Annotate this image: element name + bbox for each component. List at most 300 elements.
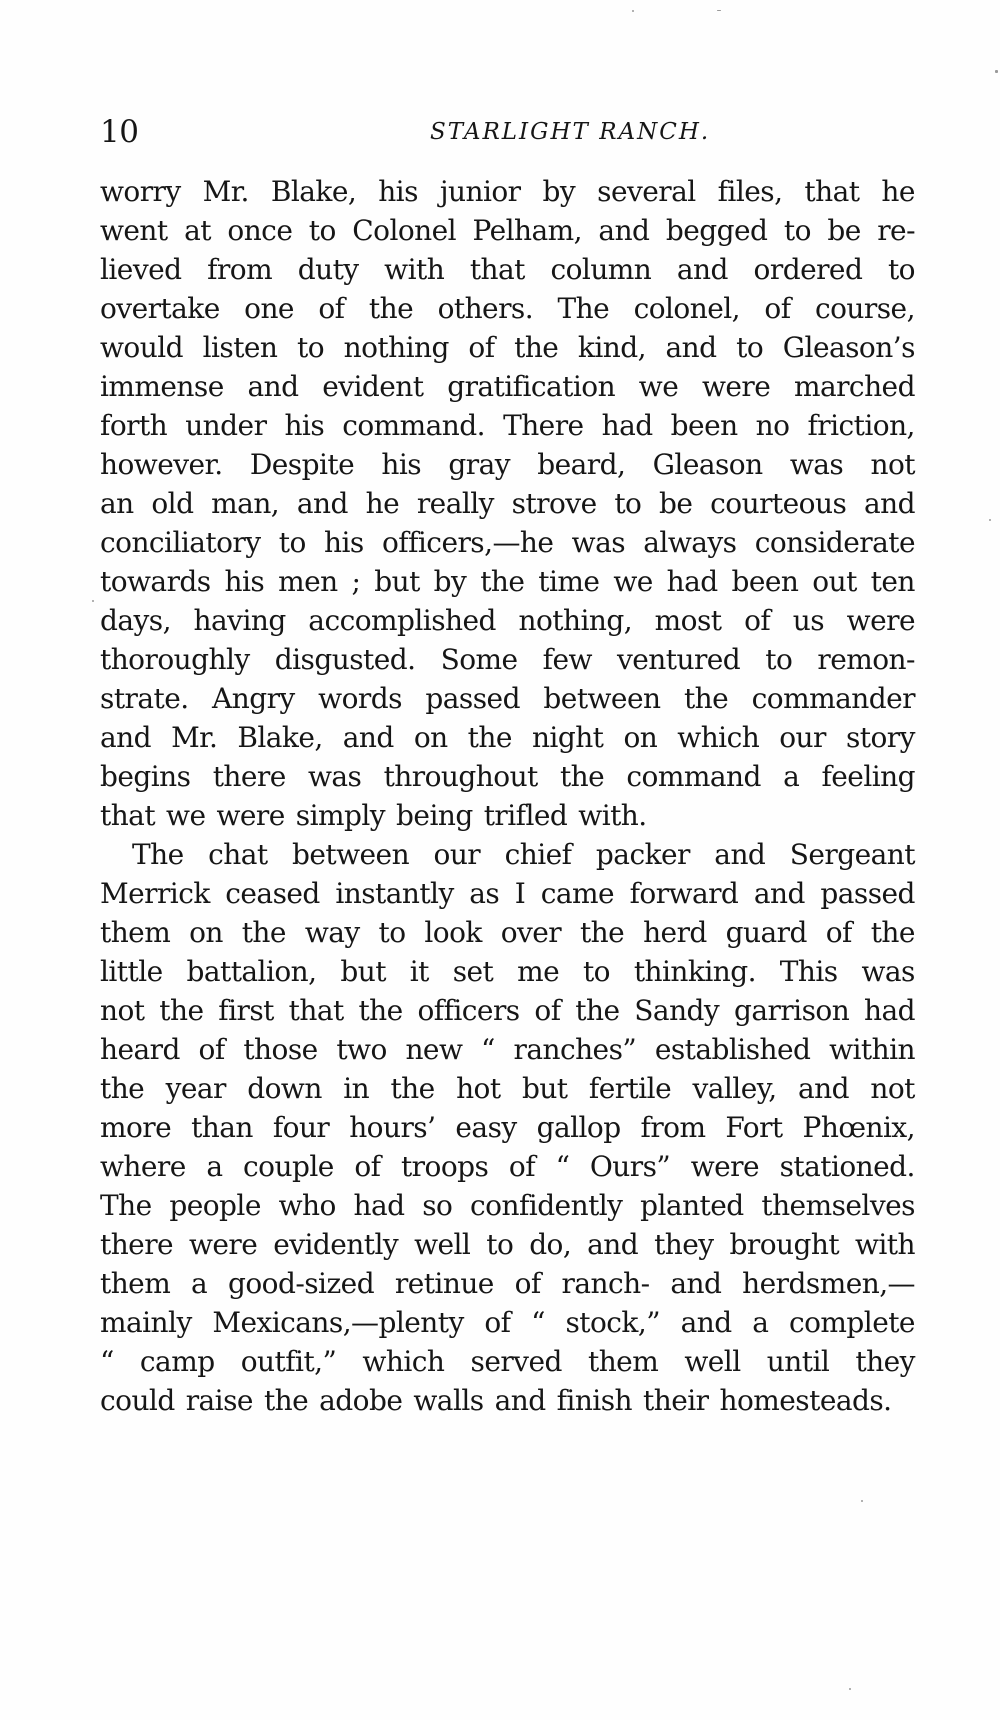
word: but xyxy=(374,565,420,598)
word: the xyxy=(100,1072,145,1105)
word: ranch- xyxy=(561,1267,650,1300)
word: the xyxy=(575,994,620,1027)
word: “ xyxy=(531,1306,545,1339)
word: men xyxy=(278,565,338,598)
text-line xyxy=(100,1108,915,1147)
text-line xyxy=(100,679,915,718)
word: forth xyxy=(100,409,168,442)
word: to xyxy=(783,214,811,247)
text-line xyxy=(100,640,915,679)
word: towards xyxy=(100,565,211,598)
word: Gleason’s xyxy=(782,331,915,364)
word: good-sized xyxy=(227,1267,375,1300)
word: as xyxy=(469,877,500,910)
word: to xyxy=(582,955,610,988)
word: on xyxy=(189,916,223,949)
word: we xyxy=(613,565,653,598)
word: in xyxy=(343,1072,370,1105)
word: the xyxy=(559,760,605,793)
word: ten xyxy=(870,565,915,598)
word: not xyxy=(870,1072,915,1105)
word: served xyxy=(470,1345,562,1378)
word: and xyxy=(247,370,299,403)
word: ordered xyxy=(753,253,863,286)
word: of xyxy=(354,1150,381,1183)
word: the xyxy=(480,565,525,598)
word: fertile xyxy=(588,1072,672,1105)
word: however. xyxy=(100,448,223,481)
word: having xyxy=(193,604,286,637)
word: finish xyxy=(556,1384,633,1417)
word: not xyxy=(100,994,145,1027)
word: beard, xyxy=(537,448,626,481)
running-title: STARLIGHT RANCH. xyxy=(430,119,711,145)
word: between xyxy=(292,838,410,871)
word: immense xyxy=(100,370,224,403)
text-line xyxy=(100,328,915,367)
word: days, xyxy=(100,604,171,637)
word: went xyxy=(100,214,168,247)
word: heard xyxy=(100,1033,180,1066)
word: Angry xyxy=(212,682,295,715)
word: Sandy xyxy=(634,994,720,1027)
word: do, xyxy=(529,1228,572,1261)
text-line xyxy=(100,211,915,250)
text-line xyxy=(100,1186,915,1225)
word: chief xyxy=(504,838,572,871)
word: evidently xyxy=(273,1228,399,1261)
word: the xyxy=(358,994,403,1027)
word: column xyxy=(550,253,652,286)
word: considerate xyxy=(754,526,915,559)
text-line xyxy=(100,1264,915,1303)
word: his xyxy=(324,526,364,559)
word: were xyxy=(690,1150,760,1183)
word: begins xyxy=(100,760,191,793)
word: to xyxy=(887,253,915,286)
word: listen xyxy=(202,331,278,364)
text-line xyxy=(100,367,915,406)
word: story xyxy=(845,721,915,754)
text-line xyxy=(100,172,915,211)
word: forward xyxy=(629,877,739,910)
word: Gleason xyxy=(652,448,763,481)
word: homesteads. xyxy=(719,1384,892,1417)
word: re- xyxy=(877,214,915,247)
page-number: 10 xyxy=(100,114,139,150)
word: the xyxy=(870,916,915,949)
word: to xyxy=(278,526,306,559)
text-line xyxy=(100,406,915,445)
word: no xyxy=(755,409,790,442)
word: had xyxy=(666,565,718,598)
word: command. xyxy=(342,409,486,442)
word: down xyxy=(247,1072,322,1105)
word: old xyxy=(151,487,194,520)
word: to xyxy=(297,331,325,364)
word: hot xyxy=(456,1072,501,1105)
word: themselves xyxy=(761,1189,915,1222)
word: his xyxy=(224,565,265,598)
word: to xyxy=(736,331,764,364)
word: stock,” xyxy=(565,1306,660,1339)
word: and xyxy=(680,1306,732,1339)
word: was xyxy=(307,760,362,793)
word: ranches” xyxy=(513,1033,637,1066)
word: to xyxy=(614,487,642,520)
word: to xyxy=(308,214,336,247)
word: could xyxy=(100,1384,175,1417)
word: brought xyxy=(729,1228,840,1261)
word: duty xyxy=(297,253,359,286)
word: so xyxy=(422,1189,453,1222)
word: “ xyxy=(100,1345,114,1378)
word: and xyxy=(587,1228,639,1261)
word: within xyxy=(829,1033,915,1066)
word: a xyxy=(191,1267,208,1300)
word: but xyxy=(340,955,386,988)
word: officers,—he xyxy=(381,526,554,559)
word: Merrick xyxy=(100,877,210,910)
word: easy xyxy=(455,1111,517,1144)
word: Sergeant xyxy=(789,838,915,871)
word: command xyxy=(626,760,761,793)
word: were xyxy=(846,604,915,637)
word: being xyxy=(396,799,473,832)
word: retinue xyxy=(394,1267,494,1300)
text-line xyxy=(100,1381,915,1420)
word: strove xyxy=(511,487,597,520)
word: and xyxy=(863,487,915,520)
word: the xyxy=(241,916,286,949)
word: of xyxy=(318,292,345,325)
word: remon- xyxy=(817,643,915,676)
word: of xyxy=(825,916,852,949)
word: thoroughly xyxy=(100,643,250,676)
word: the xyxy=(683,682,729,715)
word: few xyxy=(542,643,592,676)
word: with xyxy=(384,253,445,286)
word: Ours” xyxy=(589,1150,671,1183)
word: of xyxy=(468,331,495,364)
scan-speck xyxy=(849,1688,851,1690)
word: the xyxy=(159,994,204,1027)
word: of xyxy=(508,1150,536,1183)
word: but xyxy=(521,1072,568,1105)
word: complete xyxy=(788,1306,915,1339)
word: we xyxy=(638,370,679,403)
word: colonel, xyxy=(633,292,740,325)
word: commander xyxy=(751,682,915,715)
text-line xyxy=(100,1303,915,1342)
word: nothing, xyxy=(518,604,633,637)
word: outfit,” xyxy=(240,1345,337,1378)
word: Colonel xyxy=(352,214,457,247)
text-line xyxy=(100,991,915,1030)
word: than xyxy=(191,1111,253,1144)
word: of xyxy=(744,604,771,637)
word: couple xyxy=(243,1150,334,1183)
word: simply xyxy=(295,799,386,832)
text-line xyxy=(100,484,915,523)
word: he xyxy=(881,175,915,208)
word: out xyxy=(812,565,857,598)
word: “ xyxy=(555,1150,570,1183)
word: had xyxy=(863,994,915,1027)
word: planted xyxy=(640,1189,744,1222)
word: adobe xyxy=(319,1384,403,1417)
word: a xyxy=(752,1306,769,1339)
word: by xyxy=(542,175,576,208)
word: packer xyxy=(595,838,690,871)
word: there xyxy=(100,1228,174,1261)
word: them xyxy=(588,1345,659,1378)
word: words xyxy=(318,682,402,715)
word: disgusted. xyxy=(274,643,416,676)
word: our xyxy=(433,838,481,871)
word: Mexicans,—plenty xyxy=(212,1306,464,1339)
word: established xyxy=(654,1033,811,1066)
word: thinking. xyxy=(633,955,756,988)
word: year xyxy=(165,1072,226,1105)
word: ventured xyxy=(617,643,741,676)
word: by xyxy=(433,565,467,598)
word: and xyxy=(665,331,717,364)
word: really xyxy=(416,487,494,520)
word: gratification xyxy=(447,370,616,403)
body-text xyxy=(100,172,915,1420)
word: of xyxy=(484,1306,511,1339)
word: been xyxy=(670,409,738,442)
word: courteous xyxy=(710,487,847,520)
word: accomplished xyxy=(308,604,496,637)
word: Mr. xyxy=(171,721,218,754)
word: little xyxy=(100,955,163,988)
word: until xyxy=(766,1345,830,1378)
word: instantly xyxy=(335,877,454,910)
word: and xyxy=(798,1072,850,1105)
word: Fort xyxy=(725,1111,783,1144)
word: of xyxy=(534,994,561,1027)
scan-speck xyxy=(717,10,721,11)
word: Some xyxy=(440,643,518,676)
word: and xyxy=(494,1384,546,1417)
word: set xyxy=(452,955,494,988)
word: well xyxy=(684,1345,741,1378)
word: the xyxy=(514,331,559,364)
text-line xyxy=(100,523,915,562)
word: those xyxy=(243,1033,318,1066)
word: his xyxy=(381,448,422,481)
word: to xyxy=(486,1228,514,1261)
word: and xyxy=(598,214,650,247)
text-line xyxy=(100,1069,915,1108)
word: his xyxy=(284,409,325,442)
word: Mr. xyxy=(202,175,249,208)
word: gray xyxy=(448,448,510,481)
word: Despite xyxy=(249,448,355,481)
word: trifled xyxy=(483,799,568,832)
word: our xyxy=(779,721,826,754)
word: them xyxy=(100,1267,171,1300)
word: strate. xyxy=(100,682,189,715)
word: kind, xyxy=(577,331,646,364)
word: always xyxy=(643,526,737,559)
word: herd xyxy=(643,916,707,949)
word: a xyxy=(206,1150,223,1183)
word: junior xyxy=(439,175,521,208)
word: that xyxy=(804,175,860,208)
word: The xyxy=(100,1189,152,1222)
word: with xyxy=(854,1228,915,1261)
word: battalion, xyxy=(186,955,317,988)
text-line xyxy=(100,952,915,991)
word: throughout xyxy=(383,760,538,793)
text-line xyxy=(100,718,915,757)
word: were xyxy=(188,1228,258,1261)
word: overtake xyxy=(100,292,220,325)
text-line xyxy=(100,1030,915,1069)
word: first xyxy=(218,994,274,1027)
word: There xyxy=(503,409,584,442)
text-line xyxy=(100,1225,915,1264)
word: walls xyxy=(413,1384,484,1417)
word: of xyxy=(514,1267,541,1300)
word: where xyxy=(100,1150,186,1183)
word: night xyxy=(531,721,604,754)
word: on xyxy=(623,721,658,754)
word: who xyxy=(278,1189,336,1222)
word: raise xyxy=(185,1384,253,1417)
text-line xyxy=(100,601,915,640)
word: more xyxy=(100,1111,172,1144)
word: under xyxy=(185,409,267,442)
word: was xyxy=(571,526,626,559)
word: man, xyxy=(211,487,280,520)
word: four xyxy=(272,1111,330,1144)
word: camp xyxy=(139,1345,215,1378)
word: us xyxy=(792,604,825,637)
word: of xyxy=(764,292,791,325)
text-line xyxy=(100,874,915,913)
word: and xyxy=(100,721,152,754)
page-header xyxy=(100,112,920,152)
word: and xyxy=(342,721,394,754)
text-line xyxy=(100,1342,915,1381)
text-line xyxy=(100,757,915,796)
word: and xyxy=(714,838,766,871)
text-line xyxy=(100,289,915,328)
text-line xyxy=(100,835,915,874)
word: look xyxy=(424,916,482,949)
word: The xyxy=(132,838,184,871)
word: that xyxy=(100,799,156,832)
word: them xyxy=(100,916,171,949)
word: passed xyxy=(425,682,520,715)
word: Blake, xyxy=(270,175,357,208)
word: the xyxy=(368,292,414,325)
text-line xyxy=(100,250,915,289)
word: that xyxy=(469,253,525,286)
word: officers xyxy=(417,994,520,1027)
word: had xyxy=(601,409,653,442)
scan-speck xyxy=(995,70,998,73)
text-line xyxy=(100,913,915,952)
word: an xyxy=(100,487,134,520)
word: valley, xyxy=(692,1072,777,1105)
word: chat xyxy=(208,838,268,871)
text-line xyxy=(100,445,915,484)
word: I xyxy=(514,877,526,910)
word: confidently xyxy=(470,1189,623,1222)
word: ceased xyxy=(225,877,320,910)
word: from xyxy=(207,253,273,286)
word: they xyxy=(855,1345,915,1378)
scan-speck xyxy=(632,10,634,12)
word: from xyxy=(640,1111,706,1144)
word: new xyxy=(405,1033,463,1066)
word: two xyxy=(336,1033,387,1066)
word: at xyxy=(184,214,211,247)
word: and xyxy=(753,877,805,910)
word: there xyxy=(212,760,286,793)
word: files, xyxy=(717,175,783,208)
word: me xyxy=(517,955,560,988)
word: conciliatory xyxy=(100,526,261,559)
word: troops xyxy=(400,1150,489,1183)
word: and xyxy=(676,253,728,286)
word: Phœnix, xyxy=(802,1111,915,1144)
word: not xyxy=(870,448,915,481)
word: with. xyxy=(578,799,647,832)
word: way xyxy=(304,916,360,949)
word: passed xyxy=(820,877,915,910)
word: his xyxy=(378,175,418,208)
word: most xyxy=(654,604,722,637)
scan-speck xyxy=(861,1500,863,1502)
word: were xyxy=(216,799,285,832)
word: gallop xyxy=(536,1111,621,1144)
word: The xyxy=(557,292,610,325)
word: lieved xyxy=(100,253,182,286)
word: came xyxy=(540,877,615,910)
word: the xyxy=(263,1384,309,1417)
word: on xyxy=(413,721,448,754)
word: Pelham, xyxy=(472,214,582,247)
word: marched xyxy=(793,370,915,403)
word: worry xyxy=(100,175,181,208)
word: a xyxy=(783,760,800,793)
word: “ xyxy=(481,1033,495,1066)
word: been xyxy=(731,565,799,598)
word: time xyxy=(538,565,600,598)
word: the xyxy=(579,916,625,949)
word: which xyxy=(677,721,760,754)
word: well xyxy=(414,1228,471,1261)
word: the xyxy=(390,1072,435,1105)
word: we xyxy=(166,799,206,832)
word: they xyxy=(654,1228,714,1261)
word: which xyxy=(362,1345,445,1378)
word: of xyxy=(198,1033,225,1066)
word: and xyxy=(296,487,348,520)
word: to xyxy=(378,916,406,949)
word: begged xyxy=(665,214,768,247)
word: hours’ xyxy=(349,1111,436,1144)
word: mainly xyxy=(100,1306,192,1339)
text-line xyxy=(100,562,915,601)
word: and xyxy=(670,1267,722,1300)
